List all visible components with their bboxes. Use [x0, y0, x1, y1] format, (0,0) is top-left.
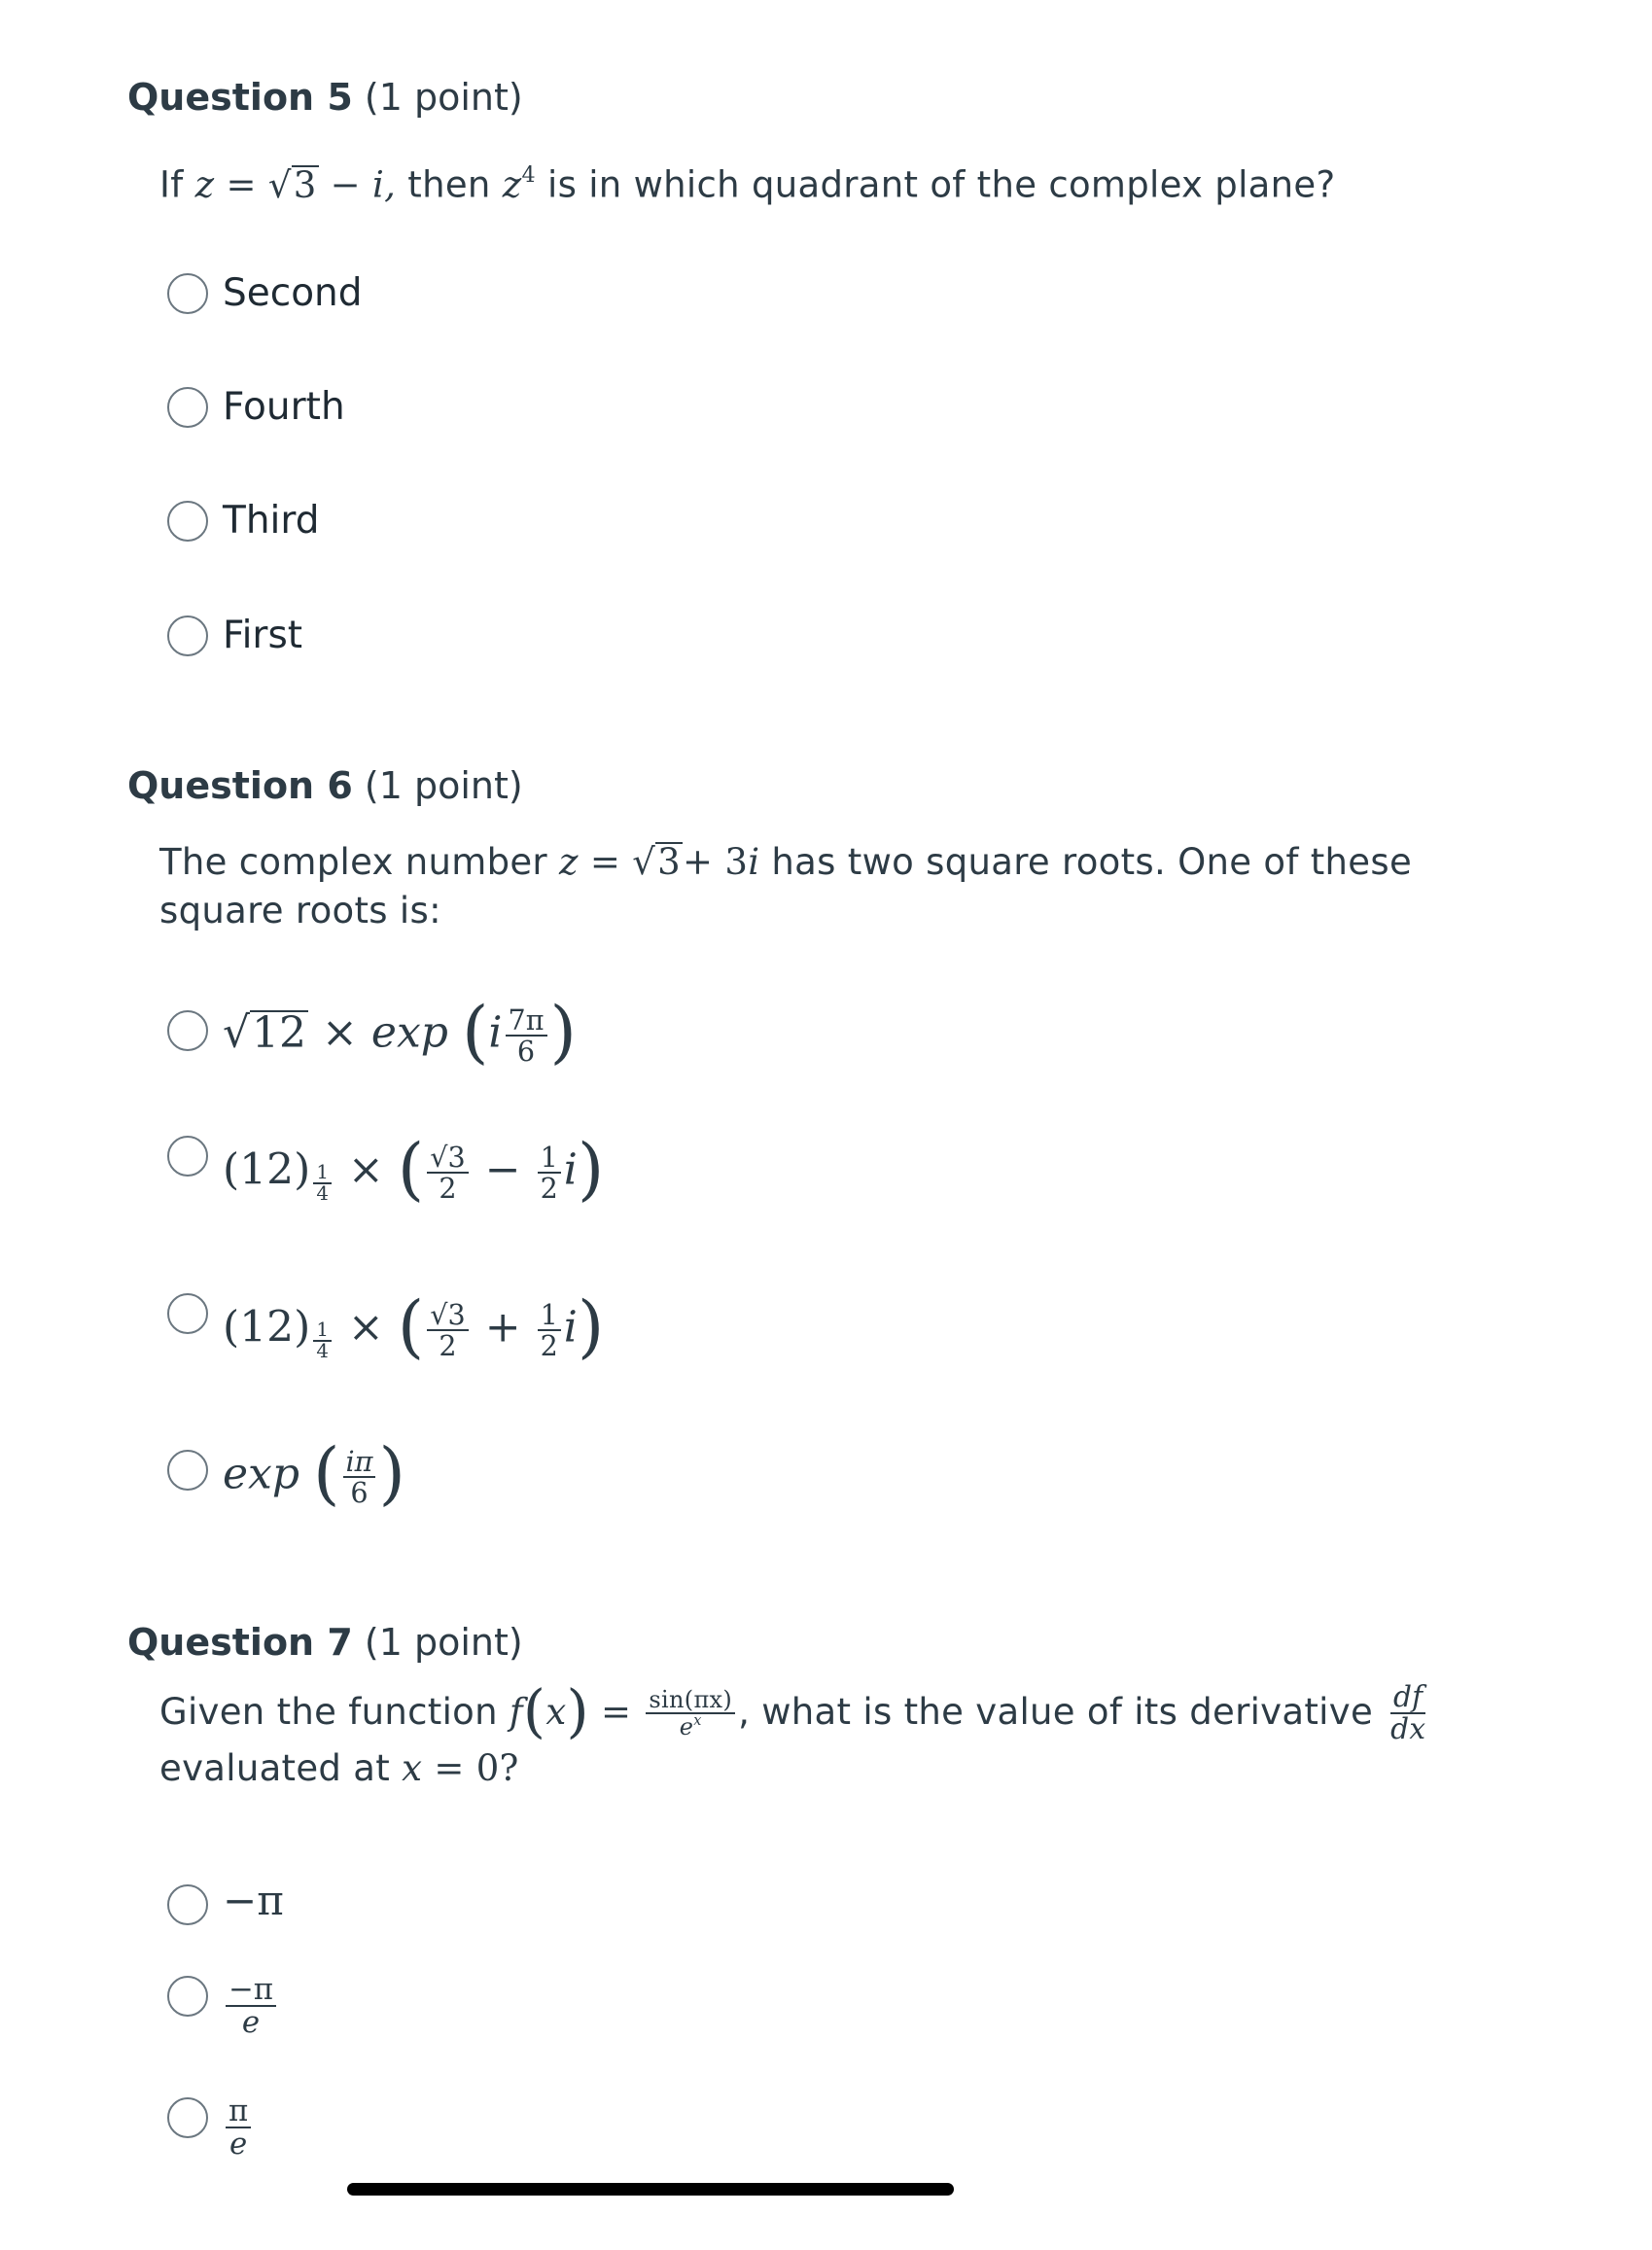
q5-option-4-label[interactable]: First [223, 614, 303, 657]
q5-option-3-radio[interactable] [167, 501, 208, 542]
q7-option-3-radio[interactable] [167, 2097, 208, 2138]
question-points: (1 point) [364, 76, 523, 119]
q6-option-4-radio[interactable] [167, 1450, 208, 1491]
q6-option-4-label[interactable]: exp ( $\frac{i\pi}{6}$ ) [223, 1433, 405, 1513]
q6-option-3-radio[interactable] [167, 1293, 208, 1334]
question-6-text: The complex number z = √3+ 3i has two square roots. One of these square roots is: [159, 841, 1413, 932]
q7-option-1-radio[interactable] [167, 1884, 208, 1925]
question-7-text: Given the function f(x) = $\frac{\sin(\pi x)}{e^x}$ , what is the value of its derivative $\frac{df}{dx}$ evaluated at x = 0? [159, 1677, 1426, 1790]
q5-option-4-radio[interactable] [167, 615, 208, 656]
q7-option-1-label[interactable]: −π [223, 1877, 284, 1924]
question-5-title [127, 76, 523, 119]
q6-option-2-label[interactable]: (12) $\frac{1}{4}$ × ( $\frac{√3}{2}$ − $\frac{1}{2}$ i) [223, 1129, 605, 1209]
question-title: Question 5 [127, 76, 353, 119]
question-5-text: If z = √3 − i, then $z^4$ is in which quadrant of the complex plane? [159, 162, 1336, 206]
q7-option-2-label[interactable]: $\frac{-\pi}{e}$ [223, 1974, 279, 2039]
q7-option-2-radio[interactable] [167, 1976, 208, 2017]
q6-option-2-radio[interactable] [167, 1136, 208, 1177]
q5-option-2-radio[interactable] [167, 387, 208, 428]
q7-option-3-label[interactable]: $\frac{\pi}{e}$ [223, 2095, 254, 2161]
q6-option-1-radio[interactable] [167, 1010, 208, 1051]
q5-option-3-label[interactable]: Third [223, 499, 320, 543]
q5-option-1-radio[interactable] [167, 273, 208, 314]
question-7-title: Question 7 (1 point) [127, 1621, 523, 1664]
q6-option-1-label[interactable]: √12 × exp (i $\frac{7\pi}{6}$ ) [223, 992, 577, 1072]
home-indicator-bar [347, 2183, 954, 2196]
q5-option-2-label[interactable]: Fourth [223, 385, 345, 429]
q6-option-3-label[interactable]: (12) $\frac{1}{4}$ × ( $\frac{√3}{2}$ + $\frac{1}{2}$ i) [223, 1286, 605, 1366]
question-6-title: Question 6 (1 point) [127, 764, 523, 807]
q5-option-1-label[interactable]: Second [223, 271, 363, 315]
